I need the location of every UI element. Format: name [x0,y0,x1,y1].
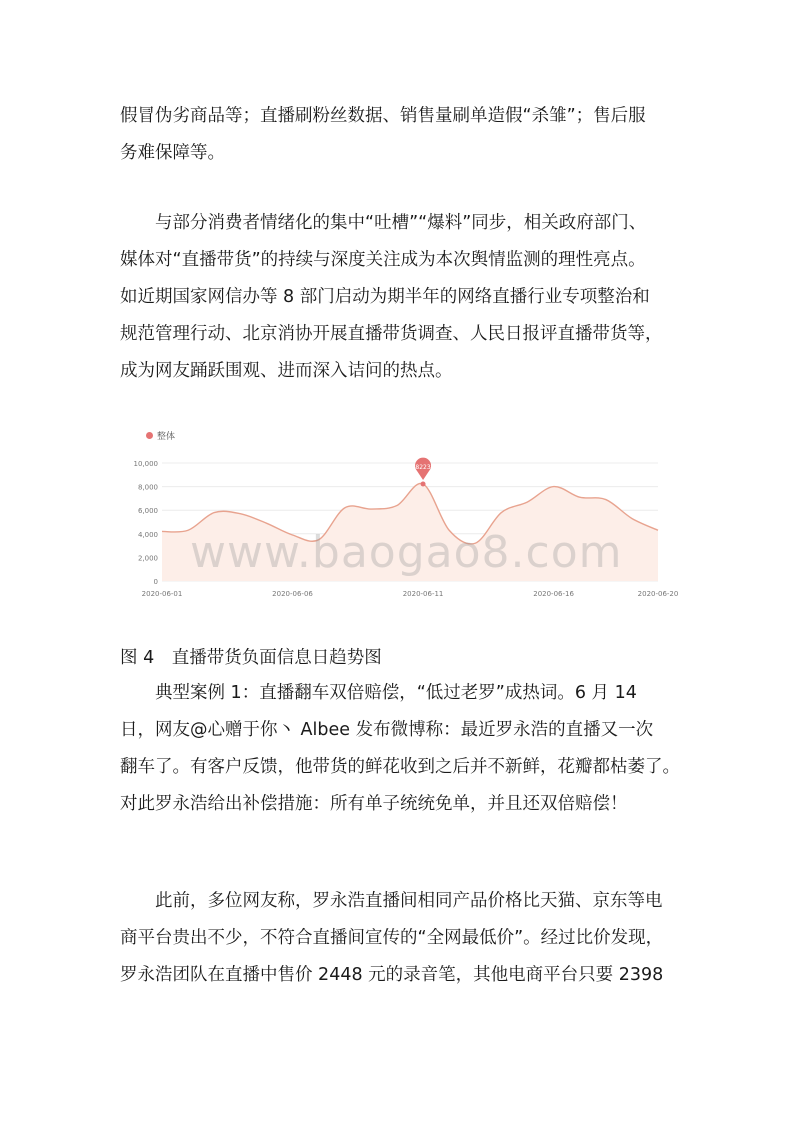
x-tick-label: 2020-06-01 [141,590,183,598]
chart-svg [120,425,680,605]
y-tick-label: 4,000 [137,530,158,539]
paragraph-3 [120,675,690,823]
text-line: 罗永浩团队在直播中售价 2448 元的录音笔，其他电商平台只要 2398 [120,965,664,985]
text-line: 假冒伪劣商品等；直播刷粉丝数据、销售量刷单造假“杀雏”；售后服 [120,106,646,126]
text-line: 与部分消费者情绪化的集中“吐槽”“爆料”同步，相关政府部门、 [120,213,647,233]
text-line: 典型案例 1：直播翻车双倍赔偿，“低过老罗”成热词。6 月 14 [120,683,637,703]
y-tick-label: 8,000 [137,483,158,492]
x-tick-label: 2020-06-20 [637,590,679,598]
text-line: 翻车了。有客户反馈，他带货的鲜花收到之后并不新鲜，花瓣都枯萎了。 [120,757,680,777]
text-line: 务难保障等。 [120,143,225,163]
text-line: 规范管理行动、北京消协开展直播带货调查、人民日报评直播带货等， [120,324,663,344]
x-tick-label: 2020-06-06 [272,590,313,598]
paragraph-4 [120,883,690,994]
text-line: 对此罗永浩给出补偿措施：所有单子统统免单，并且还双倍赔偿！ [120,794,628,814]
watermark: www.baogao8.com [190,527,623,578]
legend-label: 整体 [157,432,176,442]
figure-caption: 图 4 直播带货负面信息日趋势图 [120,648,382,668]
text-line: 商平台贵出不少，不符合直播间宣传的“全网最低价”。经过比价发现， [120,928,664,948]
peak-point [421,481,426,486]
paragraph-2 [120,205,690,390]
y-tick-label: 0 [153,578,158,586]
y-tick-label: 6,000 [137,507,158,516]
text-line: 如近期国家网信办等 8 部门启动为期半年的网络直播行业专项整治和 [120,287,650,307]
text-line: 日，网友@心赠于你丶 Albee 发布微博称：最近罗永浩的直播又一次 [120,720,654,740]
peak-label: 8223 [415,463,431,471]
x-tick-label: 2020-06-16 [533,590,574,598]
y-tick-label: 10,000 [133,460,158,468]
x-tick-label: 2020-06-11 [402,590,444,598]
text-line: 此前，多位网友称，罗永浩直播间相同产品价格比天猫、京东等电 [120,891,663,911]
paragraph-1 [120,98,690,172]
trend-chart [120,425,680,605]
text-line: 媒体对“直播带货”的持续与深度关注成为本次舆情监测的理性亮点。 [120,250,646,270]
y-tick-label: 2,000 [137,554,158,563]
text-line: 成为网友踊跃围观、进而深入诘问的热点。 [120,361,453,381]
